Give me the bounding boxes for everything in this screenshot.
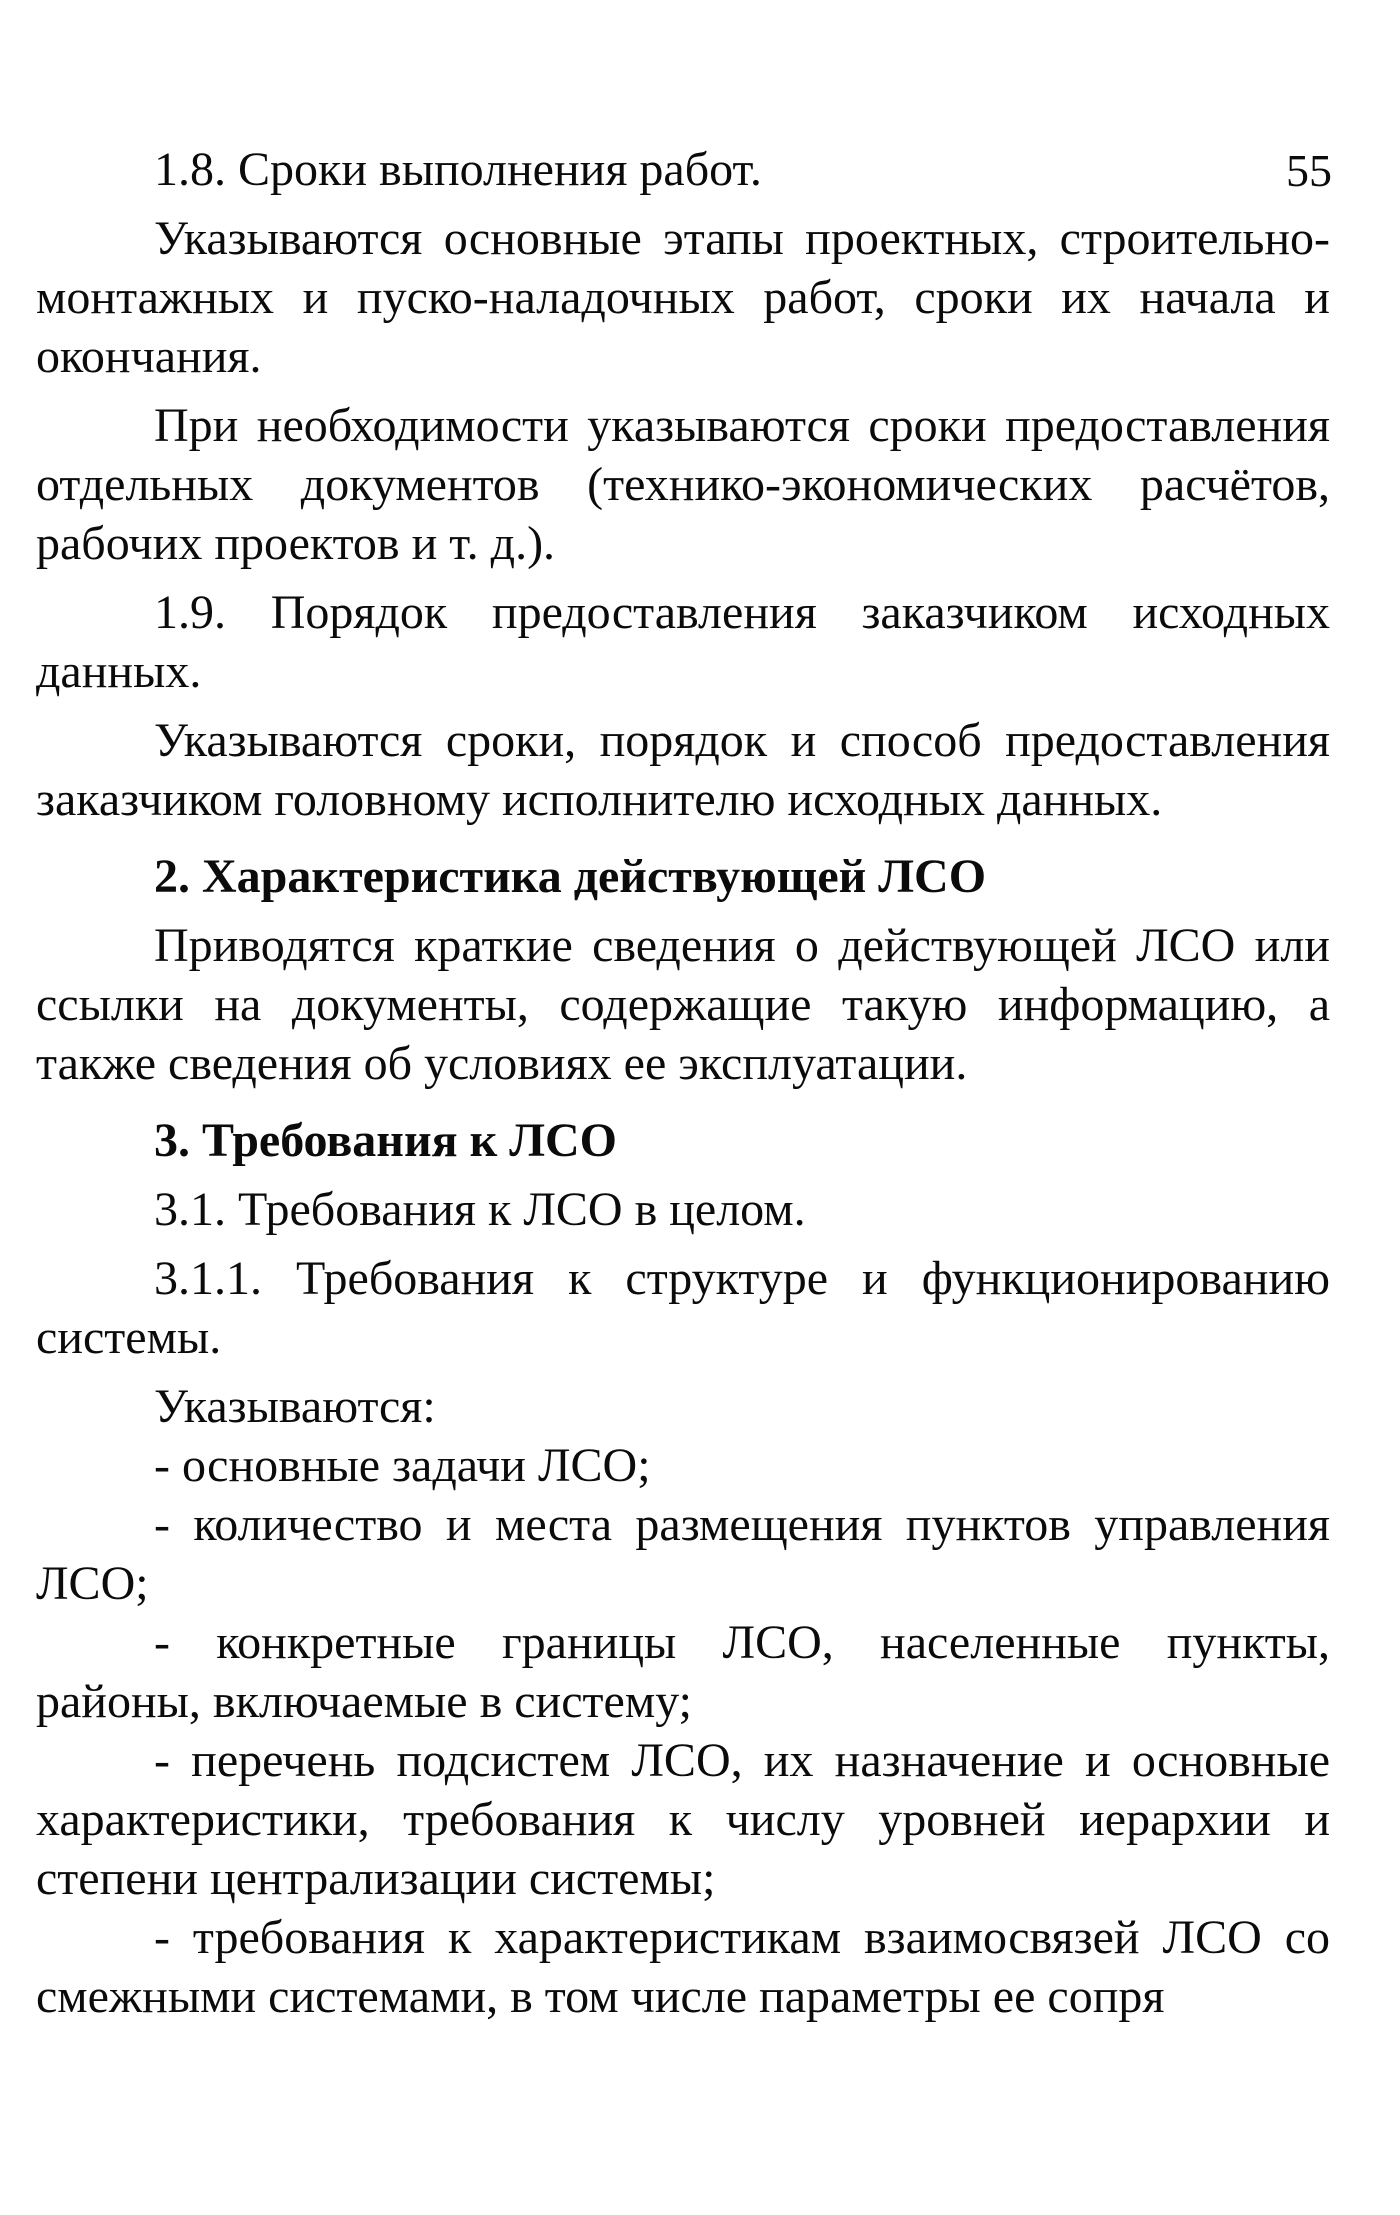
section-3-heading: 3. Требования к ЛСО bbox=[154, 1114, 617, 1167]
list-item: - конкретные границы ЛСО, населенные пункты, районы, включаемые в систему; bbox=[36, 1616, 1330, 1728]
paragraph-stages: Указываются основные этапы проектных, строительно-монтажных и пуско-наладочных работ, сроки их начала и окончания. bbox=[36, 212, 1330, 383]
list-item: - требования к характеристикам взаимосвязей ЛСО со смежными системами, в том числе параметры ее сопря bbox=[36, 1911, 1330, 2023]
page-number: 55 bbox=[1286, 145, 1332, 196]
clause-3-1-heading: 3.1. Требования к ЛСО в целом. bbox=[154, 1183, 806, 1236]
paragraph-documents: При необходимости указываются сроки предоставления отдельных документов (технико-экономических расчётов, рабочих проектов и т. д.). bbox=[36, 399, 1330, 570]
page-body bbox=[36, 140, 1330, 2026]
paragraph-source-data: Указываются сроки, порядок и способ предоставления заказчиком головному исполнителю исходных данных. bbox=[36, 714, 1330, 826]
list-item: - перечень подсистем ЛСО, их назначение и основные характеристики, требования к числу уровней иерархии и степени централизации системы; bbox=[36, 1734, 1330, 1905]
list-item: - основные задачи ЛСО; bbox=[154, 1439, 651, 1492]
paragraph-specified: Указываются: bbox=[154, 1380, 436, 1433]
clause-1-8-heading: 1.8. Сроки выполнения работ. bbox=[154, 143, 762, 196]
clause-1-9-heading: 1.9. Порядок предоставления заказчиком исходных данных. bbox=[36, 586, 1330, 698]
section-2-heading: 2. Характеристика действующей ЛСО bbox=[154, 850, 987, 903]
paragraph-current-lso: Приводятся краткие сведения о действующей ЛСО или ссылки на документы, содержащие такую информацию, а также сведения об условиях ее эксплуатации. bbox=[36, 919, 1330, 1090]
list-item: - количество и места размещения пунктов управления ЛСО; bbox=[36, 1498, 1330, 1610]
clause-3-1-1-heading: 3.1.1. Требования к структуре и функционированию системы. bbox=[36, 1252, 1330, 1364]
